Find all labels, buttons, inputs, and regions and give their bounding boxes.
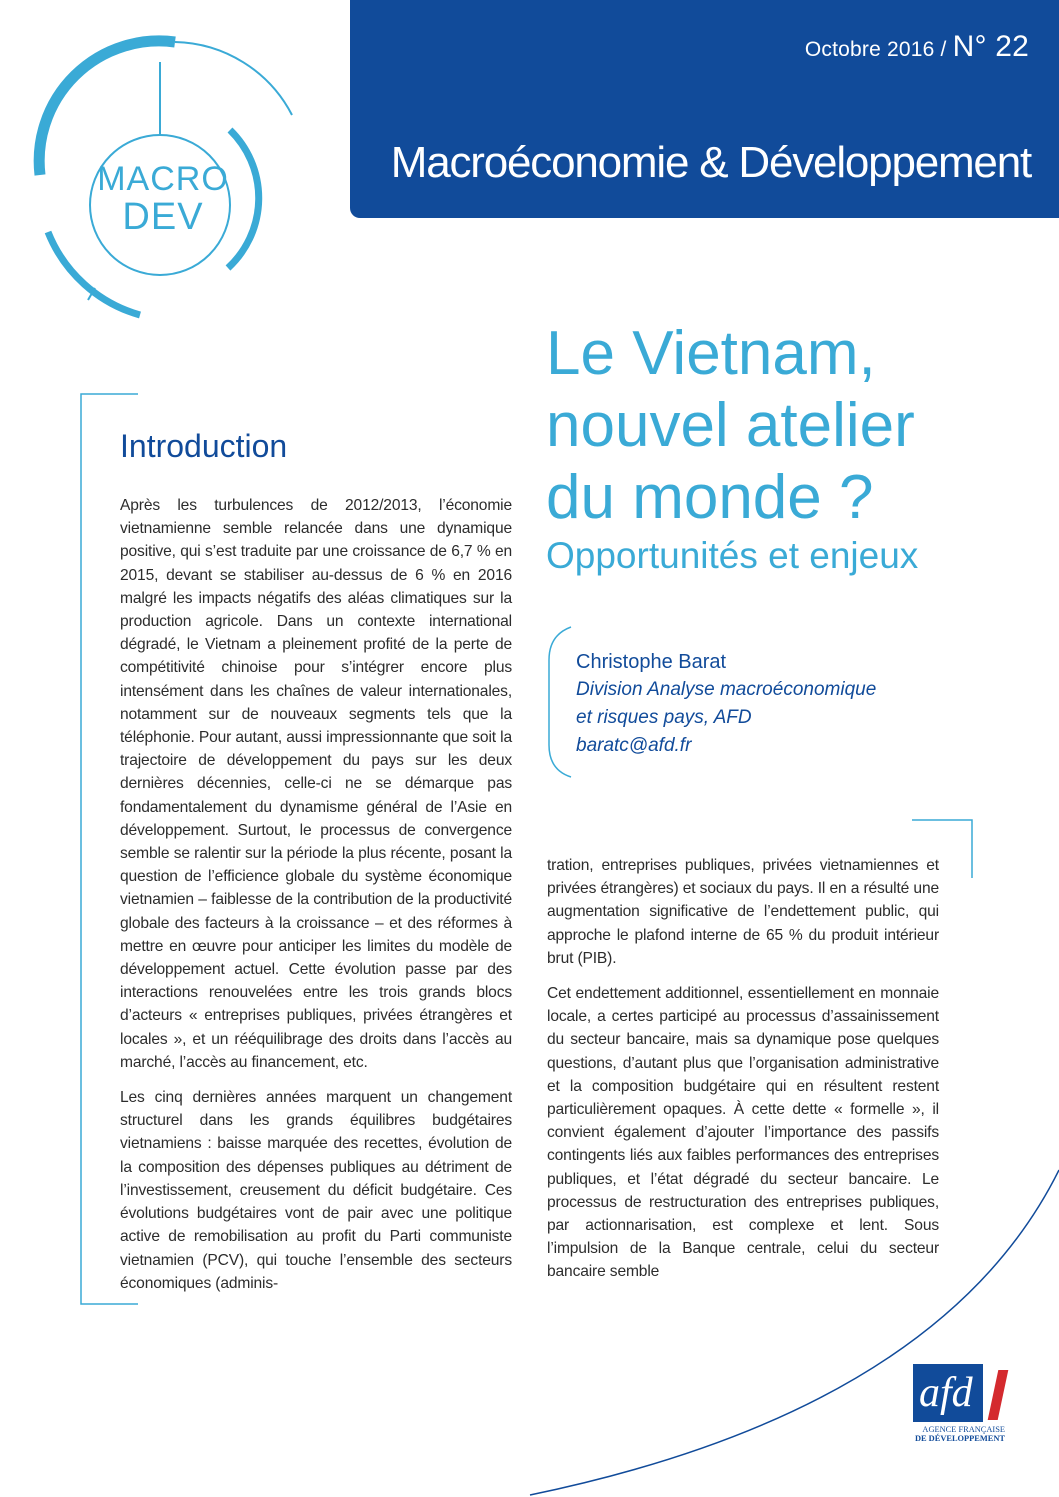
title-line: Le Vietnam, <box>546 319 876 388</box>
author-block <box>576 648 876 760</box>
issue-info <box>805 30 1029 64</box>
author-bracket <box>545 625 575 780</box>
paragraph: Les cinq dernières années marquent un changement structurel dans les grands équilibres budgétaires vietnamiens : baisse marquée des recettes, évolution de la composition des dépenses publiques au détriment de l’investissement, creusement du déficit budgétaire. Ces évolutions budgétaires vont de pair avec une politique active de remobilisation au profit du Parti communiste vietnamien (PCV), qui touche l’ensemble des secteurs économiques (adminis- <box>120 1089 512 1292</box>
author-email[interactable]: baratc@afd.fr <box>576 735 692 756</box>
series-title: Macroéconomie & Développement <box>390 138 1031 187</box>
afd-line2: DE DÉVELOPPEMENT <box>914 1434 1005 1443</box>
document-subtitle: Opportunités et enjeux <box>546 535 919 576</box>
issue-date: Octobre 2016 / <box>804 38 953 61</box>
paragraph: Cet endettement additionnel, essentiellement en monnaie locale, a certes participé au processus d’assainissement du secteur bancaire, mais sa dynamique pose quelques questions, d’autant plus que l’organisation administrative et la composition budgétaire qui en résultent restent particulièrement opaques. À cette dette « formelle », il convient également d’ajouter l’importance des passifs contingents liés aux faibles performances des entreprises publiques, et l’état dégradé du secteur bancaire. Le processus de restructuration des entreprises publiques, par actionnarisation, est complexe et lent. Sous l’impulsion de la Banque centrale, celui du secteur bancaire semble <box>547 985 939 1281</box>
afd-line1: AGENCE FRANÇAISE <box>922 1425 1005 1434</box>
afd-logo-mark <box>913 1364 1005 1422</box>
logo-text <box>88 162 238 236</box>
afd-logo-letters: afd <box>919 1370 973 1416</box>
logo-line-macro: MACRO <box>97 160 229 198</box>
afd-logo <box>913 1364 1011 1443</box>
author-affiliation: Division Analyse macroéconomique <box>576 679 877 700</box>
author-name: Christophe Barat <box>576 651 727 673</box>
logo-line-dev: DEV <box>122 196 204 238</box>
title-line: du monde ? <box>546 463 874 532</box>
paragraph: Après les turbulences de 2012/2013, l’économie vietnamienne semble relancée dans une dynamique positive, qui s’est traduite par une croissance de 6,7 % en 2015, devant se stabiliser au-dessus de 6 % en 2016 malgré les impacts négatifs des aléas climatiques sur la production agricole. Dans un contexte international dégradé, le Vietnam a pleinement profité de la perte de compétitivité chinoise pour s’intégrer encore plus intensément dans les chaînes de valeur internationales, notamment sur de nouveaux segments tels que la téléphonie. Pour autant, aussi impressionnante que soit la trajectoire de développement du pays sur les deux dernières décennies, celle-ci ne se démarque pas fondamentalement du dynamisme général de l’Asie en développement. Surtout, le processus de convergence semble se ralentir sur la période la plus récente, posant la question de l’efficience globale du système économique vietnamien – faiblesse de la contribution de la productivité globale des facteurs à la croissance – et des réformes à mettre en œuvre pour anticiper les limites du modèle de développement actuel. Cette évolution passe par des interactions renouvelées entre les trois grands blocs d’acteurs « entreprises publiques, privées étrangères et locales », et un rééquilibrage des droits dans l’accès au marché, l’accès au financement, etc. <box>120 497 512 1071</box>
document-title <box>546 318 915 534</box>
afd-logo-caption <box>913 1425 1005 1443</box>
paragraph: tration, entreprises publiques, privées vietnamiennes et privées étrangères) et sociaux du pays. Il en a résulté une augmentation significative de l’endettement public, qui approche le plafond interne de 65 % du produit intérieur brut (PIB). <box>547 857 939 967</box>
issue-number: N° 22 <box>952 30 1029 63</box>
body-column-right <box>547 854 939 1296</box>
body-column-left <box>120 494 512 1307</box>
author-affiliation: et risques pays, AFD <box>576 707 752 728</box>
title-line: nouvel atelier <box>546 391 915 460</box>
section-heading-introduction: Introduction <box>120 428 288 464</box>
